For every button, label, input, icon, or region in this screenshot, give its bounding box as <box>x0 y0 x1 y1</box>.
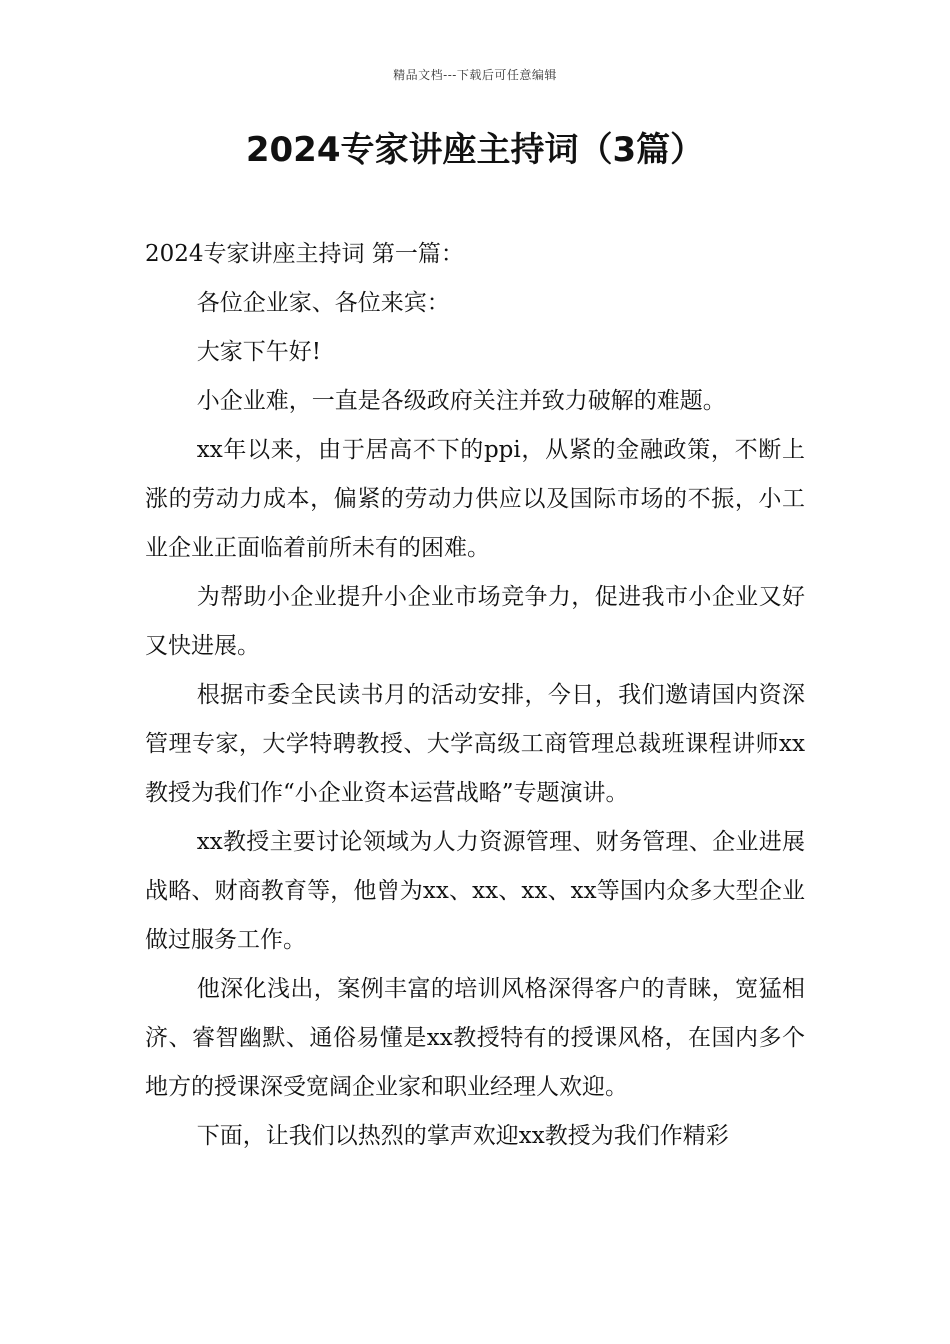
paragraph: 他深化浅出，案例丰富的培训风格深得客户的青睐，宽猛相济、睿智幽默、通俗易懂是xx教授特有的授课风格，在国内多个地方的授课深受宽阔企业家和职业经理人欢迎。 <box>145 976 805 1100</box>
paragraph: xx年以来，由于居高不下的ppi，从紧的金融政策，不断上涨的劳动力成本，偏紧的劳动力供应以及国际市场的不振，小工业企业正面临着前所未有的困难。 <box>145 437 805 561</box>
paragraph: 下面，让我们以热烈的掌声欢迎xx教授为我们作精彩 <box>196 1123 729 1149</box>
section-heading: 2024专家讲座主持词 第一篇： <box>145 241 464 267</box>
paragraph: xx教授主要讨论领域为人力资源管理、财务管理、企业进展战略、财商教育等，他曾为xx、xx、xx、xx等国内众多大型企业做过服务工作。 <box>145 829 805 953</box>
paragraph-salutation: 各位企业家、各位来宾： <box>196 290 450 316</box>
paragraph: 根据市委全民读书月的活动安排，今日，我们邀请国内资深管理专家，大学特聘教授、大学高级工商管理总裁班课程讲师xx教授为我们作“小企业资本运营战略”专题演讲。 <box>145 682 805 806</box>
document-title: 2024专家讲座主持词（3篇） <box>245 130 705 170</box>
paragraph: 小企业难，一直是各级政府关注并致力破解的难题。 <box>196 388 726 414</box>
header-note: 精品文档---下载后可任意编辑 <box>393 68 557 82</box>
paragraph: 为帮助小企业提升小企业市场竞争力，促进我市小企业又好又快进展。 <box>145 584 805 659</box>
document-body <box>145 230 805 1161</box>
paragraph-greeting: 大家下午好! <box>196 339 321 365</box>
